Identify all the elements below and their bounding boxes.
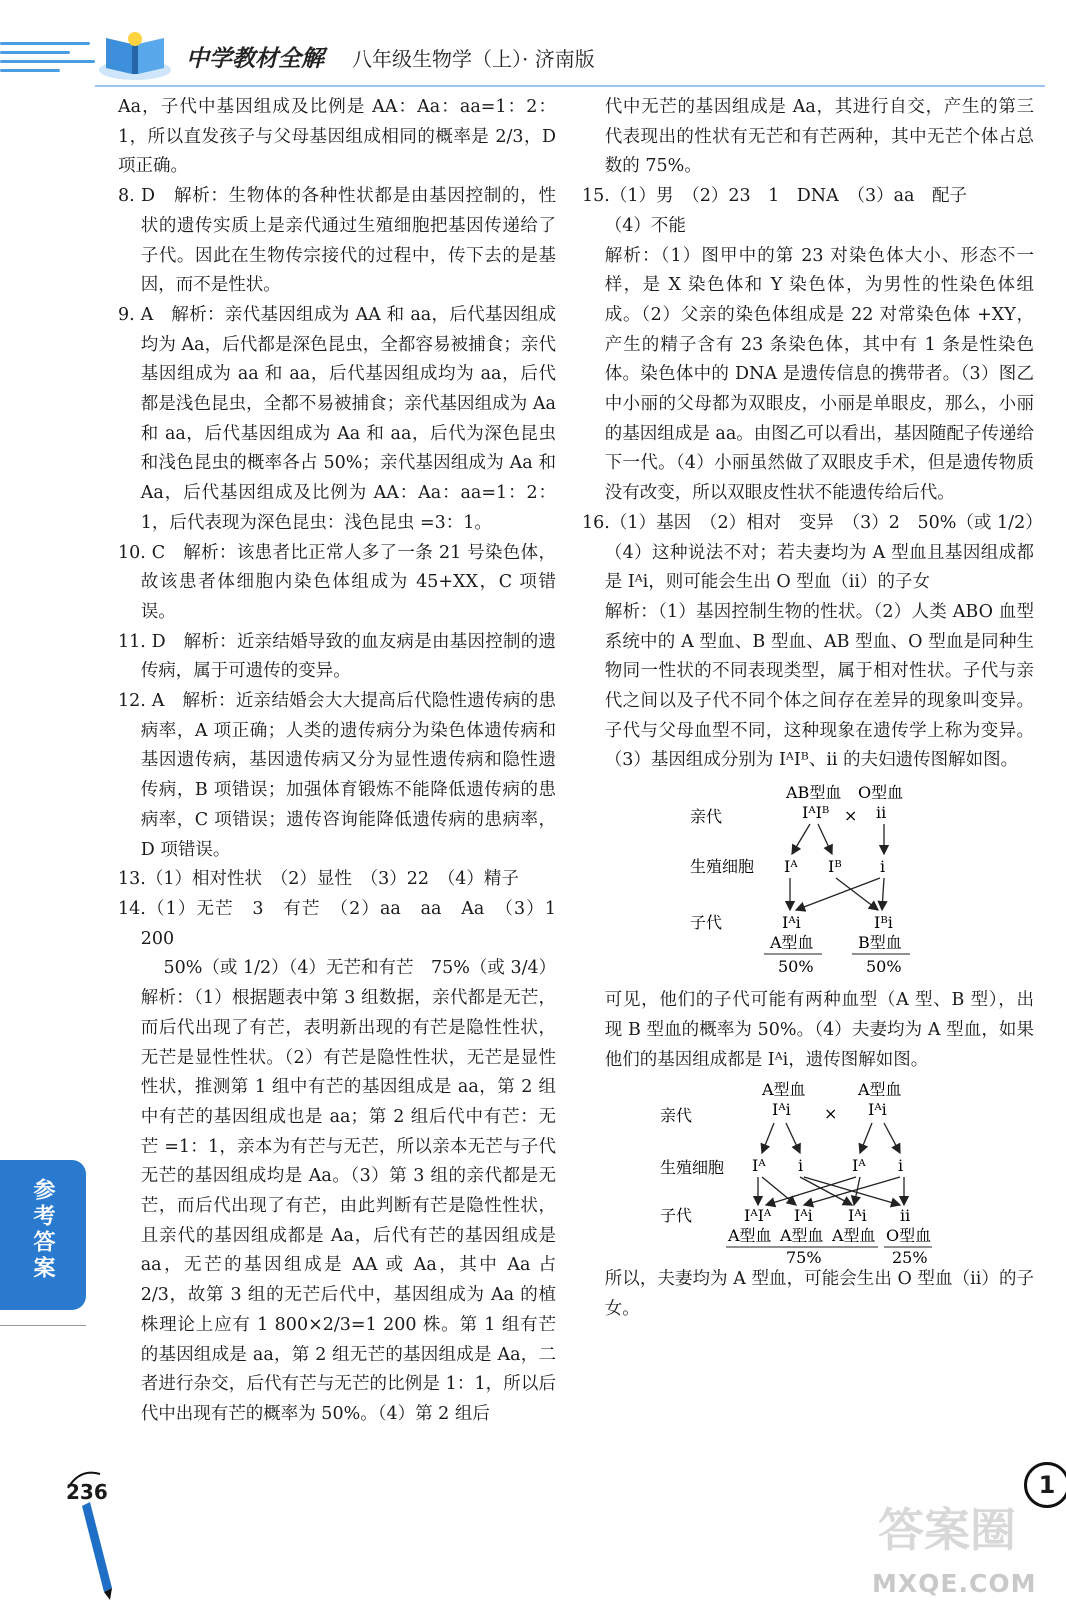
parent1-blood-type-2: A型血 [762,1080,806,1100]
parent2-genotype: ii [876,803,887,823]
offspring-type-1: A型血 [728,1226,772,1246]
offspring-type-2: A型血 [780,1226,824,1246]
watermark-url: MXQE.COM [872,1569,1037,1598]
inheritance-diagram-2 [582,1075,1022,1265]
inheritance-diagram-1 [582,776,1022,986]
paragraph-continued: Aa，子代中基因组成及比例是 AA：Aa：aa=1：2：1，所以直发孩子与父母基因组成相同的概率是 2/3，D 项正确。 [118,97,556,177]
answer-14: 14.（1）无芒 3 有芒 （2）aa aa Aa （3）1 200 [118,898,556,949]
parent2-blood-type-2: A型血 [858,1080,902,1100]
cross-symbol: × [844,806,858,826]
offspring-type-3: A型血 [832,1226,876,1246]
book-logo-icon [96,30,174,82]
ratio-o-blood: 25% [892,1248,928,1266]
corner-number: 1 [1024,1462,1066,1508]
offspring2-blood-type: B型血 [858,933,902,953]
gamete-i: i [880,857,886,877]
offspring-IBi: Iᴮi [874,913,893,933]
side-tab-label: 参考答案 [30,1178,55,1282]
row-label-offspring-2: 子代 [660,1206,693,1226]
gamete-IA: Iᴬ [784,857,798,877]
left-column [118,93,556,1430]
watermark-logo-text: 答案圈 [878,1503,1016,1557]
answer-9: 9. A 解析：亲代基因组成为 AA 和 aa，后代基因组成均为 Aa，后代都是深色昆虫，全都容易被捕食；亲代基因组成为 aa 和 aa，后代基因组成均为 aa，后代都是浅色昆虫，全都不易被捕食；亲代基因组成为 Aa 和 aa，后代基因组成为 Aa 和 aa，后代为深色昆虫和浅色昆虫的概率各占 50%；亲代基因组成为 Aa 和 Aa，后代基因组成及比例为 AA：Aa：aa=1：2：1，后代表现为深色昆虫：浅色昆虫 =3：1。 [118,304,556,533]
offspring-type-4: O型血 [886,1226,932,1246]
offspring-IAi-1: Iᴬi [794,1206,813,1226]
parent2-genotype-2: Iᴬi [868,1100,887,1120]
answer-16-explain: 解析：（1）基因控制生物的性状。（2）人类 ABO 血型系统中的 A 型血、B 型血、AB 型血、O 型血是同种生物同一性状的不同表现类型，属于相对性状。子代与亲代之间以及子代不同个体之间存在差异的现象叫变异。子代与父母血型不同，这种现象在遗传学上称为变异。（3）基因组成分别为 IᴬIᴮ、ii 的夫妇遗传图解如图。 [604,601,1034,771]
offspring-IAIA: IᴬIᴬ [744,1206,772,1226]
series-title: 中学教材全解 [186,46,324,72]
cross-symbol-2: × [824,1104,838,1124]
offspring1-ratio: 50% [778,957,814,977]
right-column [582,93,1034,1325]
answer-15: 15.（1）男 （2）23 1 DNA （3）aa 配子 [582,186,967,207]
offspring1-blood-type: A型血 [770,933,814,953]
answer-12: 12. A 解析：近亲结婚会大大提高后代隐性遗传病的患病率，A 项正确；人类的遗传病分为染色体遗传病和基因遗传病，基因遗传病又分为显性遗传病和隐性遗传病，B 项错误；加强体育锻炼不能降低遗传病的患病率，C 项错误；遗传咨询能降低遗传病的患病率，D 项错误。 [118,691,556,860]
parent2-blood-type: O型血 [858,783,904,803]
header-decor-lines [0,42,100,78]
answer-16: 16.（1）基因 （2）相对 变异 （3）2 50%（或 1/2）（4）这种说法不对；若夫妻均为 A 型血且基因组成都是 Iᴬi，则可能会生出 O 型血（ii）的子女 [582,512,1034,593]
answer-8: 8. D 解析：生物体的各种性状都是由基因控制的，性状的遗传实质上是亲代通过生殖细胞把基因传递给了子代。因此在生物传宗接代的过程中，传下去的是基因，而不是性状。 [118,186,556,296]
gamete-IA-2: Iᴬ [852,1156,866,1176]
offspring2-ratio: 50% [866,957,902,977]
parent1-genotype: IᴬIᴮ [802,803,830,823]
gamete-i-2: i [898,1156,904,1176]
watermark [872,1490,1052,1600]
parent1-blood-type: AB型血 [786,783,842,803]
ratio-a-blood: 75% [786,1248,822,1266]
answer-14-explain-cont: 代中无芒的基因组成是 Aa，其进行自交，产生的第三代表现出的性状有无芒和有芒两种，其中无芒个体占总数的 75%。 [604,97,1034,177]
answer-13: 13.（1）相对性状 （2）显性 （3）22 （4）精子 [118,869,519,890]
row-label-offspring: 子代 [690,913,723,933]
side-divider [0,1325,86,1326]
page-number: 236 [66,1480,108,1504]
answer-14-cont: 50%（或 1/2）（4）无芒和有芒 75%（或 3/4） [163,958,557,979]
side-tab [0,1160,86,1310]
page-header [0,0,1066,92]
parent1-genotype-2: Iᴬi [772,1100,791,1120]
row-label-gametes-2: 生殖细胞 [660,1158,725,1178]
gamete-i-1: i [798,1156,804,1176]
offspring-IAi-2: Iᴬi [848,1206,867,1226]
answer-14-explain: 解析：（1）根据题表中第 3 组数据，亲代都是无芒，而后代出现了有芒，表明新出现的有芒是隐性性状，无芒是显性性状。（2）有芒是隐性性状，无芒是显性性状，推测第 1 组中有芒的基因组成是 aa，第 2 组中有芒的基因组成也是 aa；第 2 组后代中有芒：无芒 =1：1，亲本为有芒与无芒，所以亲本无芒与子代无芒的基因组成均是 Aa。（3）第 3 组的亲代都是无芒，而后代出现了有芒，由此判断有芒是隐性性状，且亲代的基因组成都是 Aa，后代有芒的基因组成是 aa，无芒的基因组成是 AA 或 Aa，其中 Aa 占 2/3，故第 3 组的无芒后代中，基因组成为 Aa 的植株理论上应有 1 800×2/3=1 200 株。第 1 组有芒的基因组成是 aa，第 2 组无芒的基因组成是 Aa，二者进行杂交，后代有芒与无芒的比例是 1：1，所以后代中出现有芒的概率为 50%。（4）第 2 组后 [140,988,556,1424]
subject-title: 八年级生物学（上）· 济南版 [352,47,595,71]
gamete-IA-1: Iᴬ [752,1156,766,1176]
offspring-ii: ii [900,1206,911,1226]
answer-15-cont: （4）不能 [604,215,686,236]
row-label-parents-2: 亲代 [660,1106,693,1126]
answer-15-explain: 解析：（1）图甲中的第 23 对染色体大小、形态不一样，是 X 染色体和 Y 染色体，为男性的性染色体组成。（2）父亲的染色体组成是 22 对常染色体 +XY，产生的精子含有 23 条染色体，其中有 1 条是性染色体。染色体中的 DNA 是遗传信息的携带者。（3）图乙中小丽的父母都为双眼皮，小丽是单眼皮，那么，小丽的基因组成是 aa。由图乙可以看出，基因随配子传递给下一代。（4）小丽虽然做了双眼皮手术，但是遗传物质没有改变，所以双眼皮性状不能遗传给后代。 [604,245,1034,504]
answer-11: 11. D 解析：近亲结婚导致的血友病是由基因控制的遗传病，属于可遗传的变异。 [118,631,556,682]
answer-16-conclusion: 所以，夫妻均为 A 型血，可能会生出 O 型血（ii）的子女。 [604,1269,1034,1319]
answer-16-explain-cont: 可见，他们的子代可能有两种血型（A 型、B 型），出现 B 型血的概率为 50%。（4）夫妻均为 A 型血，如果他们的基因组成都是 Iᴬi，遗传图解如图。 [604,990,1034,1070]
row-label-parents: 亲代 [690,807,723,827]
header-rule [95,85,1045,87]
gamete-IB: Iᴮ [828,857,842,877]
row-label-gametes: 生殖细胞 [690,857,755,877]
answer-10: 10. C 解析：该患者比正常人多了一条 21 号染色体，故该患者体细胞内染色体组成为 45+XX，C 项错误。 [118,542,556,622]
offspring-IAi: Iᴬi [782,913,801,933]
